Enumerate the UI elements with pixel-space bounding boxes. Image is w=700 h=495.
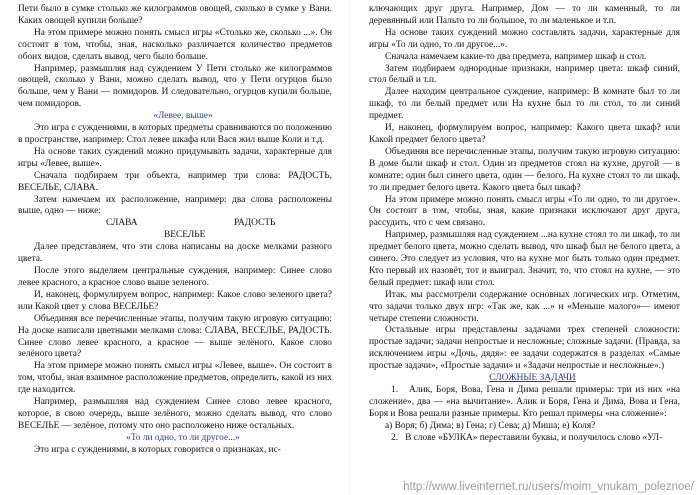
section-heading-levee-vyshe: «Левее, выше»	[153, 111, 213, 122]
word-arrangement	[18, 218, 332, 242]
paragraph: Пети было в сумке столько же килограммов овощей, сколько в сумке у Вани. Каких овощей купили больше?	[18, 4, 332, 26]
task-answers: а) Воря; б) Дима; в) Гена; г) Сева; д) Мишa; е) Коля?	[385, 420, 596, 431]
word-radost: РАДОСТЬ	[234, 218, 276, 229]
paragraph: Сначала подбираем три объекта, например три слова: РАДОСТЬ, ВЕСЕЛЬЕ, СЛАВА.	[18, 170, 332, 193]
paragraph: И, наконец, формулируем вопрос, например: Какое слово зеленого цвета? или Какой цвет у слова ВЕСЕЛЬЕ?	[18, 289, 332, 312]
paragraph: Например, размышляя над суждением У Пети столько же килограммов овощей, сколько у Вани, можно сделать вывод, что у Пети огурцов было больше, чем у Вани — помидоров. И следовательно, огурцов купили больше, чем помидоров.	[18, 63, 332, 110]
word-vesele: ВЕСЕЛЬЕ	[164, 230, 206, 241]
paragraph: Далее представляем, что эти слова написаны на доске мелками разного цвета.	[18, 242, 332, 265]
left-text-column	[18, 4, 332, 495]
section-heading-slozhnye-zadachi: СЛОЖНЫЕ ЗАДАЧИ	[489, 373, 576, 384]
paragraph: ключающих друг друга. Например, Дом — то ли каменный, то ли деревянный или Пальто то ли большое, то ли маленькое и т.п.	[369, 4, 680, 26]
right-text-column	[369, 4, 680, 495]
task-item: 1. Алик, Боря, Вова, Гена и Дима решали примеры: три из них «на сложение», два — «на вычитание». Алик и Боря, Гена и Дима, Вова и Гена, Боря и Вова решали разные примеры. Кто решал примеры «на сложение»:	[369, 385, 680, 419]
paragraph: После этого выделяем центральные суждения, например: Синее слово левее красного, а красное слово выше зеленого.	[18, 266, 332, 289]
paragraph: Объединяя все перечисленные этапы, получим такую игровую ситуацию: На доске написали цветными мелками слова: СЛАВА, ВЕСЕЛЬЕ, РАДОСТЬ. Синее слово левее красного, а красное — выше зелёного. Какое слово зелёного цвета?	[18, 313, 332, 360]
task-item: 2. В слове «БУЛКА» переставили буквы, и получилось слово «УЛ-	[391, 432, 663, 443]
paragraph: Остальные игры представлены задачами трех степеней сложности: простые задачи; задачи непростые и несложные; сложные задачи. (Правда, за исключением игры «Дочь, дядя»: ее задачи содержатся в разделах «Самые простые задачи», «Простые задачи» и «Задачи непростые и несложные».)	[369, 325, 680, 372]
watermark-url: http://www.liveinternet.ru/users/moim_vnukam_poleznoe/	[403, 481, 694, 493]
paragraph: На основе таких суждений можно придумывать задачи, характерные для игры «Левее, выше».	[18, 146, 332, 169]
paragraph: На этом примере можно понять смысл игры «Столько же, сколько ...». Он состоит в том, чтобы, зная, насколько различается количество предметов обоих видов, сделать вывод, чего было больше.	[18, 27, 332, 62]
paragraph: Это игра с суждениями, в которых предметы сравниваются по положению в пространстве, например: Стол левее шкафа или Вася жил выше Коли и т.д.	[18, 123, 332, 145]
paragraph: Это игра с суждениями, в которых говорится о признаках, ис-	[34, 444, 281, 455]
paragraph: Объединяя все перечисленные этапы, получим такую игровую ситуацию: В доме были шкаф и стол. Один из предметов стоял на кухне, другой — в комнате; один был синего цвета, один — белого. На кухне стоял то ли шкаф, то ли предмет белого цвета. Какого цвета был шкаф?	[369, 146, 680, 193]
word-slava: СЛАВА	[106, 218, 138, 229]
paragraph: На этом примере можно понять смысл игры «То ли одно, то ли другое». Он состоит в том, чтобы, зная, какие признаки исключают друг друга, рассудить, что с чем связано.	[369, 194, 680, 229]
section-heading-to-li-odno: «То ли одно, то ли другое...»	[126, 432, 240, 443]
paragraph: Затем подбираем однородные признаки, например цвета: шкаф синий, стол белый и т.п.	[369, 63, 680, 86]
paragraph: И, наконец, формулируем вопрос, например: Какого цвета шкаф? или Какой предмет белого цвета?	[369, 123, 680, 145]
paragraph: На этом примере можно понять смысл игры «Левее, выше». Он состоит в том, чтобы, зная взаимное расположение предметов, определить, какой из них где находится.	[18, 361, 332, 396]
paragraph: Например, размышляя над суждением ...на кухне стоял то ли шкаф, то ли предмет белого цвета, можно сделать вывод, что шкаф был не белого цвета, а синего. Это следует из условия, что на кухне мог быть только один предмет. Кто первый их назовёт, тот и выиграл. Значит, то, что стоял на кухне, — это белый предмет: шкаф или стол.	[369, 230, 680, 288]
paragraph: На основе таких суждений можно составлять задачи, характерные для игры «То ли одно, то ли другое...».	[369, 27, 680, 50]
paragraph: Сначала намечаем какие-то два предмета, например шкаф и стол.	[385, 51, 647, 62]
paragraph: Далее находим центральное суждение, например: В комнате был то ли шкаф, то ли белый предмет или На кухне был то ли стол, то ли синий предмет.	[369, 87, 680, 122]
paragraph: Затем намечаем их расположение, например: два слова расположены выше, одно — ниже:	[18, 194, 332, 217]
paragraph: Например, размышляя над суждением Синее слово левее красного, которое, в свою очередь, выше зелёного, можно сделать вывод, что слово ВЕСЕЛЬЕ — зелёное, потому что оно расположено ниже остальных.	[18, 397, 332, 431]
right-page	[350, 0, 700, 495]
paragraph: Итак, мы рассмотрели содержание основных логических игр. Отметим, что задачи только двух игр: «Так же, как ...» и «Меньше малого»— имеют четыре степени сложности.	[369, 289, 680, 324]
